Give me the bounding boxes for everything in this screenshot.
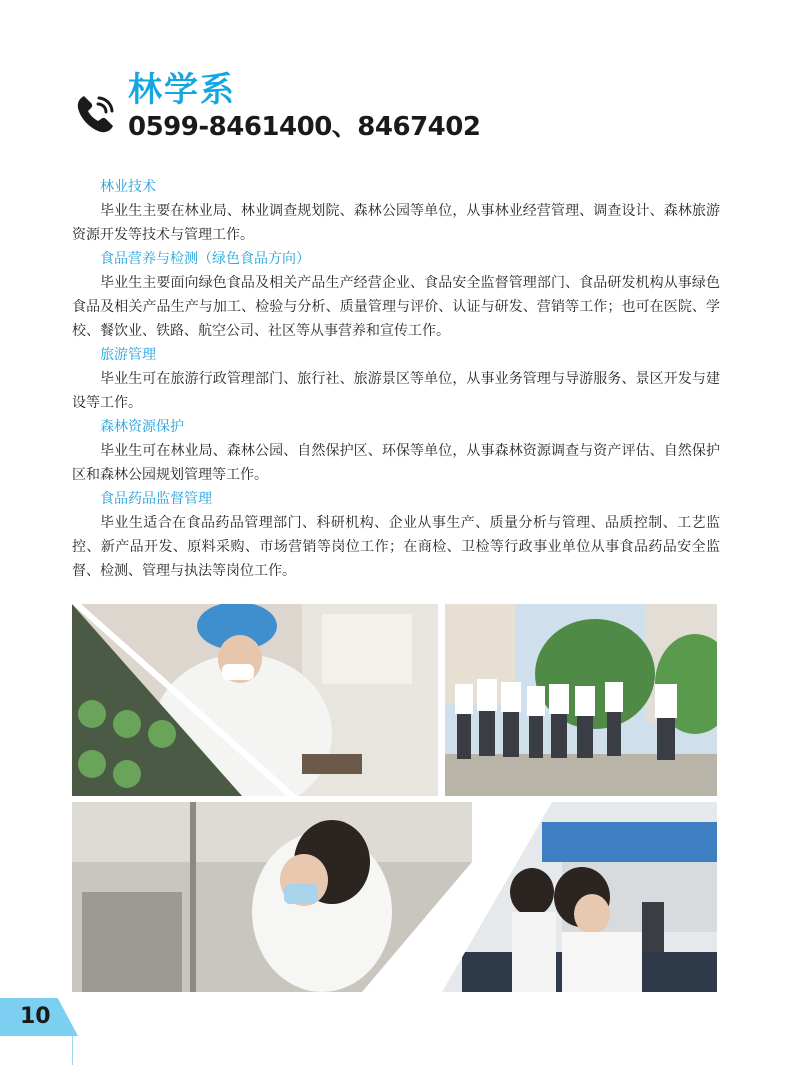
department-title: 林学系 [128, 70, 236, 110]
program-heading: 旅游管理 [100, 347, 156, 363]
phone-numbers: 0599-8461400、8467402 [128, 112, 481, 142]
program-description: 毕业生可在旅游行政管理部门、旅行社、旅游景区等单位，从事业务管理与导游服务、景区开发与建设等工作。 [72, 371, 720, 411]
lab-seedlings-photo [72, 604, 438, 796]
page-number: 10 [20, 1004, 51, 1029]
program-description: 毕业生可在林业局、森林公园、自然保护区、环保等单位，从事森林资源调查与资产评估、自然保护区和森林公园规划管理等工作。 [72, 443, 720, 483]
page-header [74, 70, 494, 150]
program-section [72, 487, 720, 583]
program-heading: 食品药品监督管理 [100, 491, 212, 507]
microscope-lab-photo [442, 802, 717, 992]
program-section [72, 175, 720, 247]
program-heading: 林业技术 [100, 179, 156, 195]
program-section [72, 343, 720, 415]
program-description: 毕业生主要在林业局、林业调查规划院、森林公园等单位，从事林业经营管理、调查设计、森林旅游资源开发等技术与管理工作。 [72, 203, 720, 243]
program-description: 毕业生主要面向绿色食品及相关产品生产经营企业、食品安全监督管理部门、食品研发机构从事绿色食品及相关产品生产与加工、检验与分析、质量管理与评价、认证与研发、营销等工作；也可在医院、学校、餐饮业、铁路、航空公司、社区等从事营养和宣传工作。 [72, 275, 720, 339]
student-group-photo [445, 604, 717, 796]
program-heading: 森林资源保护 [100, 419, 184, 435]
program-section [72, 415, 720, 487]
photo-collage [72, 604, 717, 992]
page-divider [72, 1036, 73, 1065]
phone-icon [74, 92, 118, 136]
program-list [72, 175, 720, 583]
program-heading: 食品营养与检测（绿色食品方向） [100, 251, 310, 267]
titration-lab-photo [72, 802, 472, 992]
program-description: 毕业生适合在食品药品管理部门、科研机构、企业从事生产、质量分析与管理、品质控制、工艺监控、新产品开发、原料采购、市场营销等岗位工作；在商检、卫检等行政事业单位从事食品药品安全监督、检测、管理与执法等岗位工作。 [72, 515, 720, 579]
program-section [72, 247, 720, 343]
